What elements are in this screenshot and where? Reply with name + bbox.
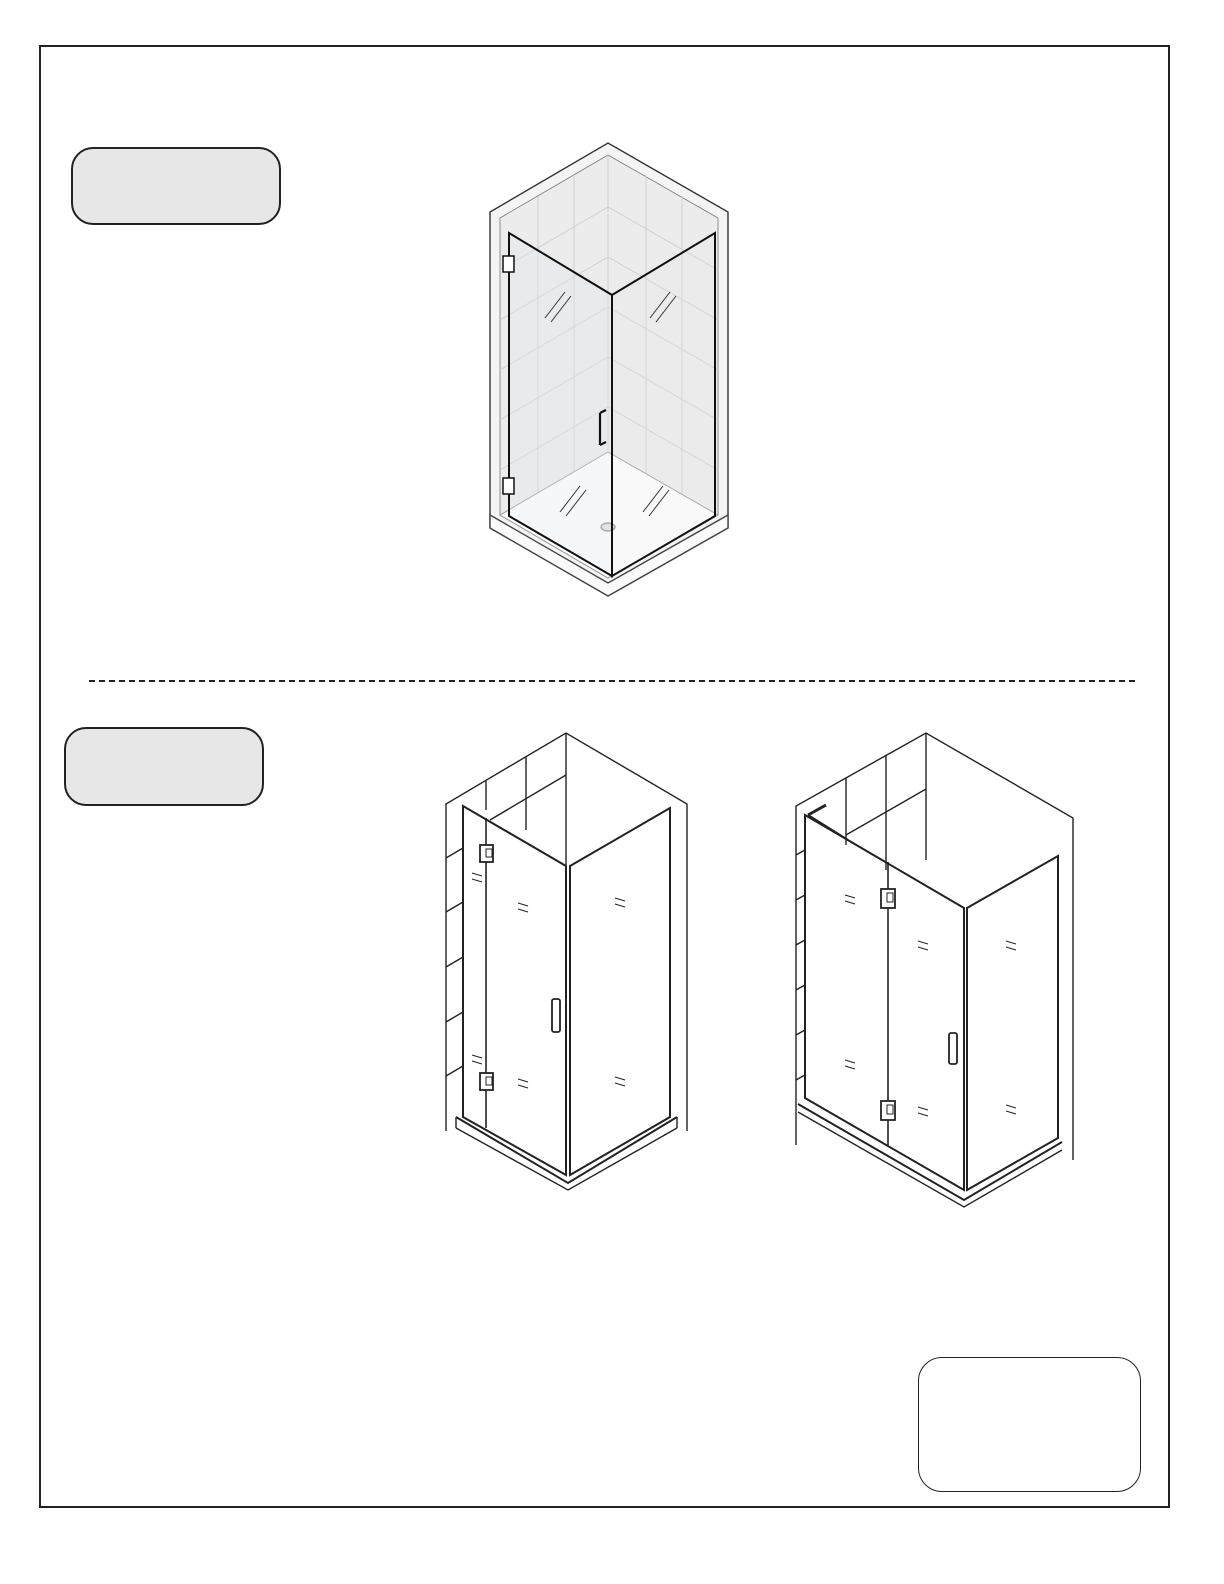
corner-enclosure-rendered: [490, 143, 728, 596]
rectangular-enclosure-outline: [796, 733, 1073, 1207]
corner-enclosure-outline: [446, 733, 687, 1190]
